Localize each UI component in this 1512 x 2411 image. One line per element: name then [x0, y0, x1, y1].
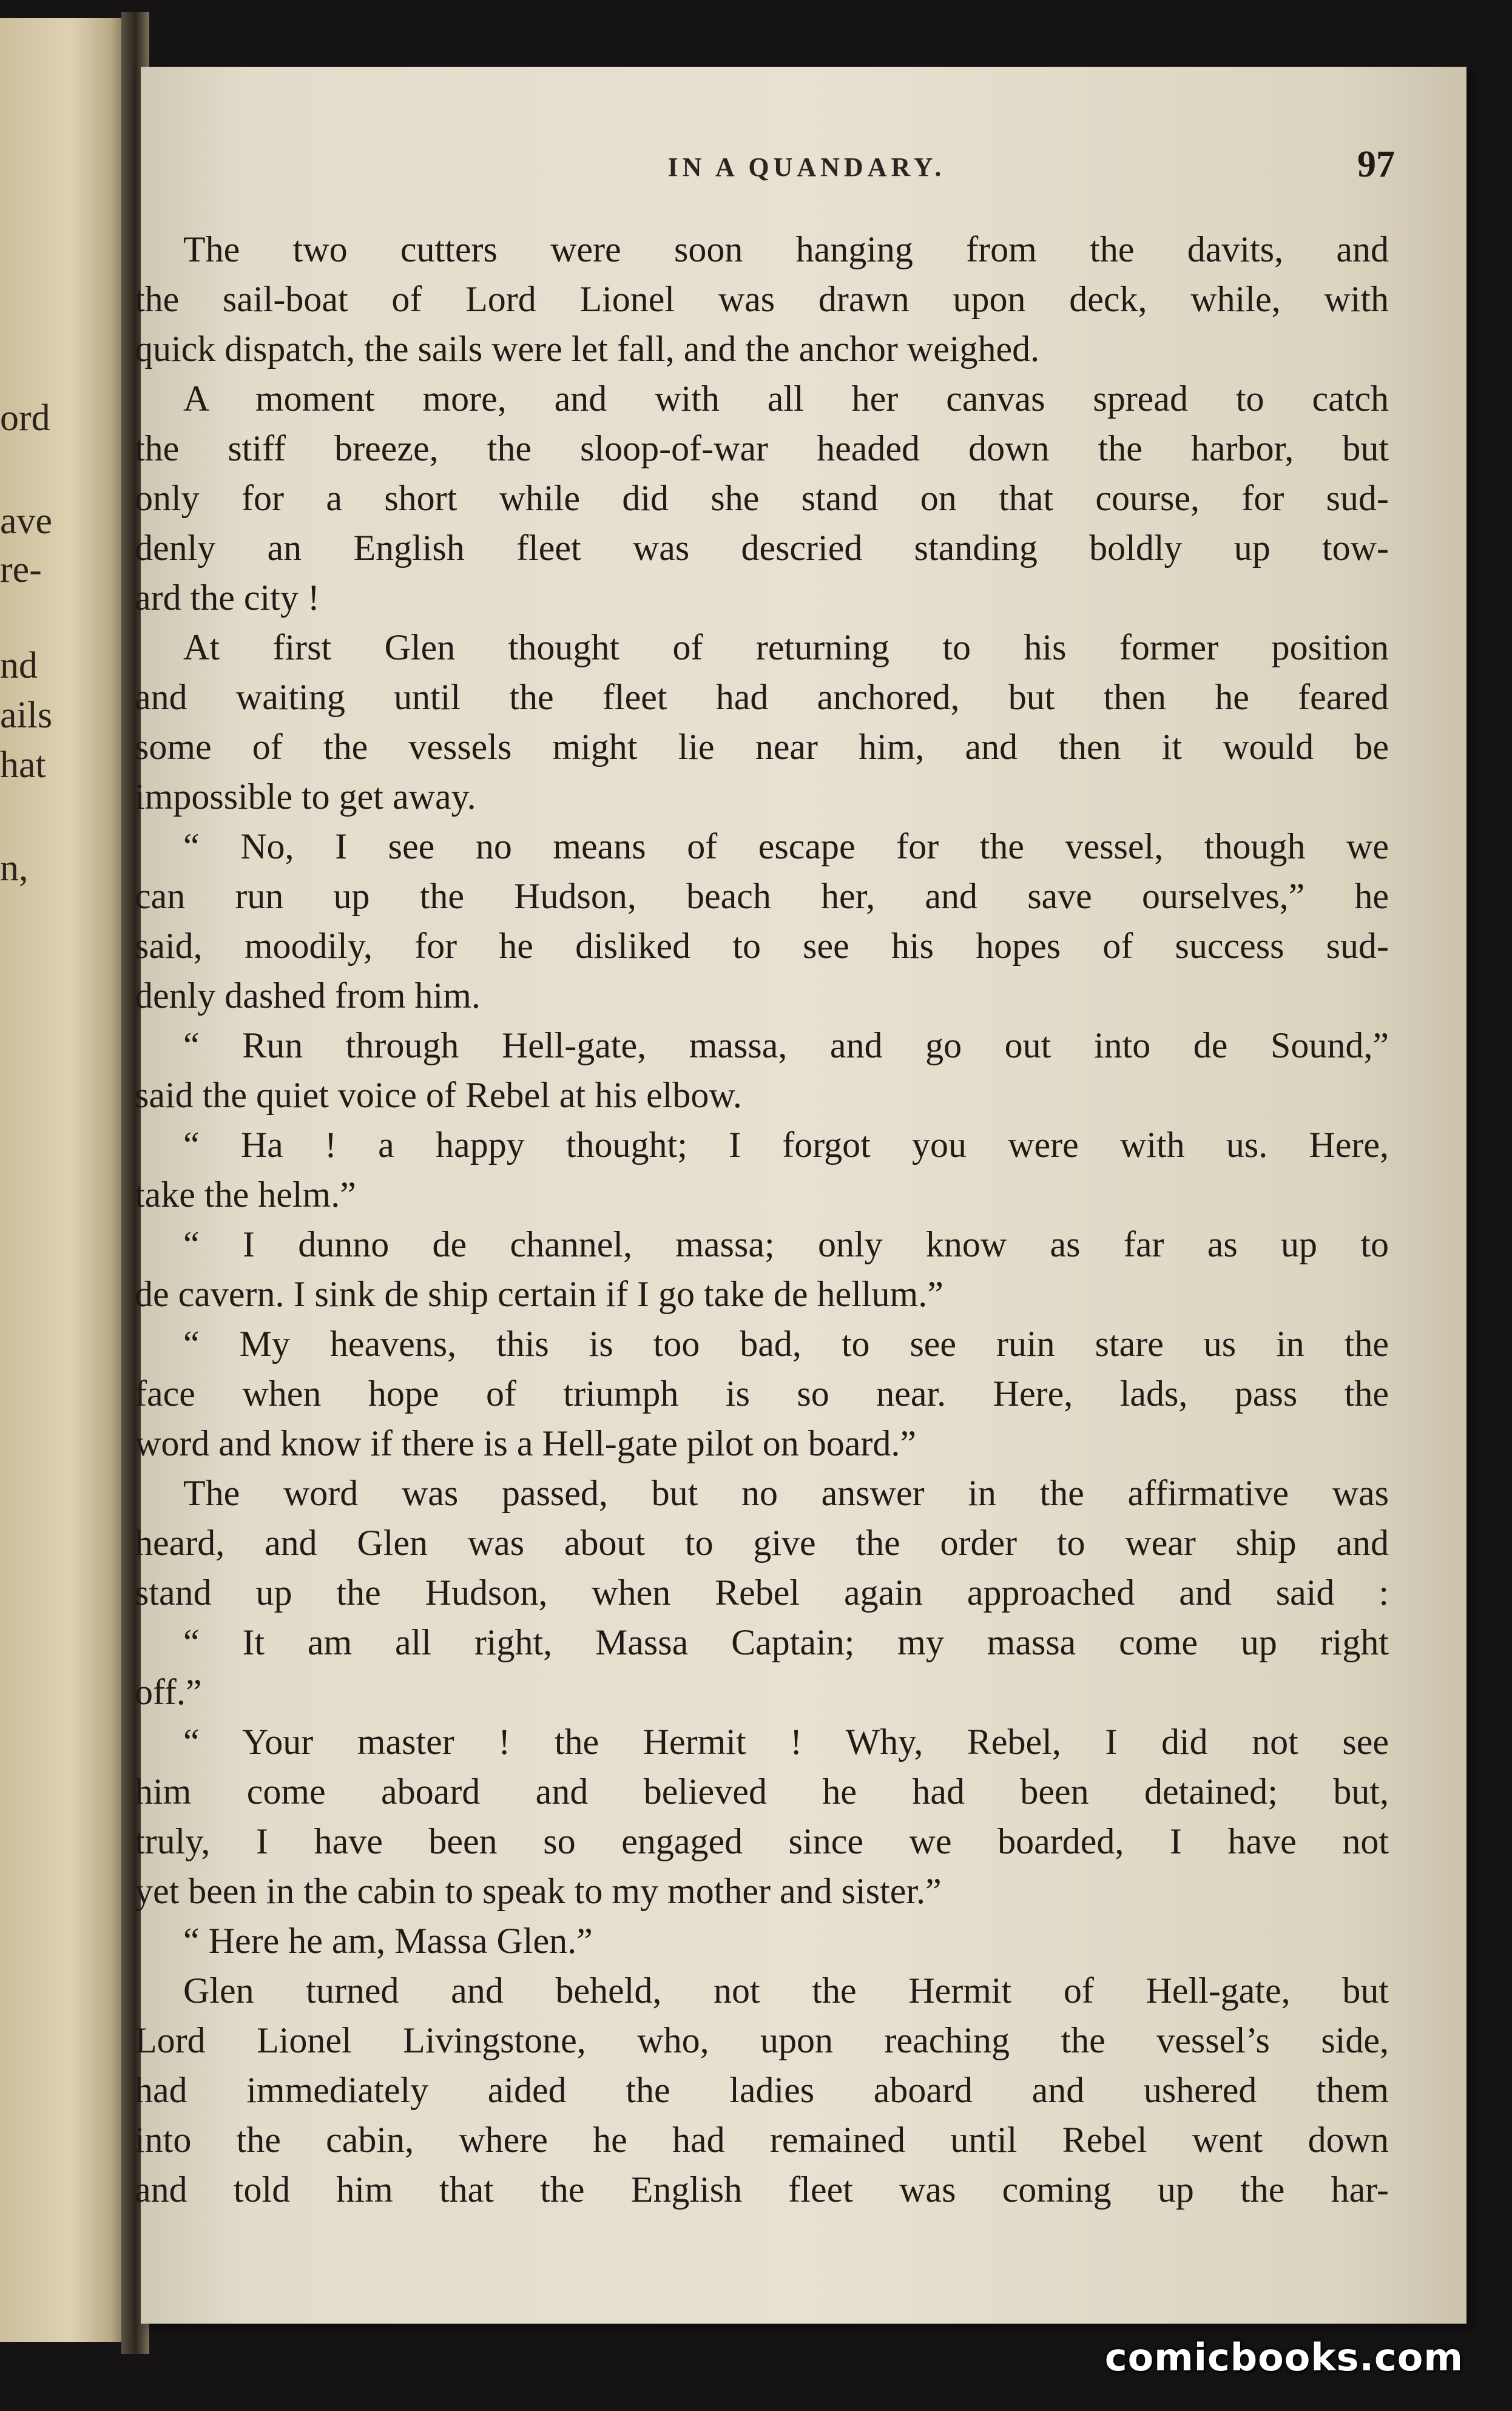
text-line: de cavern. I sink de ship certain if I go take de hellum.” [135, 1274, 943, 1314]
text-line: “ It am all right, Massa Captain; my massa come up right [183, 1622, 1389, 1662]
text-line: him come aboard and believed he had been detained; but, [135, 1772, 1389, 1812]
text-line: A moment more, and with all her canvas spread to catch [183, 379, 1389, 419]
watermark-logo: comicbooks.com [1104, 2335, 1463, 2379]
text-line: the stiff breeze, the sloop-of-war headed down the harbor, but [135, 428, 1389, 468]
book-page [135, 67, 1466, 2324]
text-line: stand up the Hudson, when Rebel again approached and said : [135, 1573, 1389, 1613]
left-page-fragment: ails [0, 695, 53, 736]
text-line: “ No, I see no means of escape for the vessel, though we [183, 826, 1389, 866]
text-line: “ My heavens, this is too bad, to see ruin stare us in the [183, 1324, 1389, 1364]
text-line: the sail-boat of Lord Lionel was drawn upon deck, while, with [135, 279, 1389, 319]
left-page-fragment: nd [0, 645, 38, 686]
text-line: “ Run through Hell-gate, massa, and go out into de Sound,” [183, 1025, 1389, 1065]
left-page-fragment: ord [0, 397, 50, 439]
text-line: quick dispatch, the sails were let fall, and the anchor weighed. [135, 329, 1040, 369]
page-number: 97 [1357, 144, 1395, 185]
running-title: IN A QUANDARY. [667, 152, 946, 182]
text-line: The word was passed, but no answer in the affirmative was [183, 1473, 1389, 1513]
text-line: impossible to get away. [135, 777, 476, 817]
text-line: “ Here he am, Massa Glen.” [183, 1921, 593, 1961]
body-text [135, 224, 1466, 2214]
text-line: truly, I have been so engaged since we boarded, I have not [135, 1821, 1389, 1861]
text-line: denly dashed from him. [135, 976, 481, 1016]
text-line: Glen turned and beheld, not the Hermit of Hell-gate, but [183, 1971, 1389, 2011]
text-line: Lord Lionel Livingstone, who, upon reaching the vessel’s side, [135, 2020, 1389, 2060]
text-line: “ I dunno de channel, massa; only know as far as up to [183, 1224, 1389, 1264]
text-line: denly an English fleet was descried standing boldly up tow- [135, 528, 1389, 568]
left-page-fragment: ave [0, 501, 53, 542]
text-line: only for a short while did she stand on that course, for sud- [135, 478, 1389, 518]
text-line: had immediately aided the ladies aboard and ushered them [135, 2070, 1389, 2110]
text-line: At first Glen thought of returning to his former position [183, 627, 1389, 667]
text-line: face when hope of triumph is so near. Here, lads, pass the [135, 1374, 1389, 1414]
text-line: some of the vessels might lie near him, and then it would be [135, 727, 1389, 767]
text-line: into the cabin, where he had remained until Rebel went down [135, 2120, 1389, 2160]
text-line: and waiting until the fleet had anchored, but then he feared [135, 677, 1389, 717]
left-page-fragment: hat [0, 744, 46, 786]
text-line: said the quiet voice of Rebel at his elbow. [135, 1075, 742, 1115]
text-line: said, moodily, for he disliked to see his hopes of success sud- [135, 926, 1389, 966]
text-line: off.” [135, 1672, 202, 1712]
text-line: “ Ha ! a happy thought; I forgot you were with us. Here, [183, 1125, 1389, 1165]
text-line: ard the city ! [135, 578, 320, 618]
text-line: can run up the Hudson, beach her, and save ourselves,” he [135, 876, 1389, 916]
text-line: take the helm.” [135, 1175, 356, 1215]
left-page-fragment: re- [0, 549, 42, 590]
text-line: The two cutters were soon hanging from the davits, and [183, 229, 1389, 269]
text-line: word and know if there is a Hell-gate pilot on board.” [135, 1423, 916, 1463]
left-page-fragment: n, [0, 848, 29, 889]
text-line: and told him that the English fleet was coming up the har- [135, 2170, 1389, 2210]
left-page [0, 18, 130, 2342]
text-line: yet been in the cabin to speak to my mother and sister.” [135, 1871, 942, 1911]
text-line: “ Your master ! the Hermit ! Why, Rebel, I did not see [183, 1722, 1389, 1762]
text-line: heard, and Glen was about to give the order to wear ship and [135, 1523, 1389, 1563]
